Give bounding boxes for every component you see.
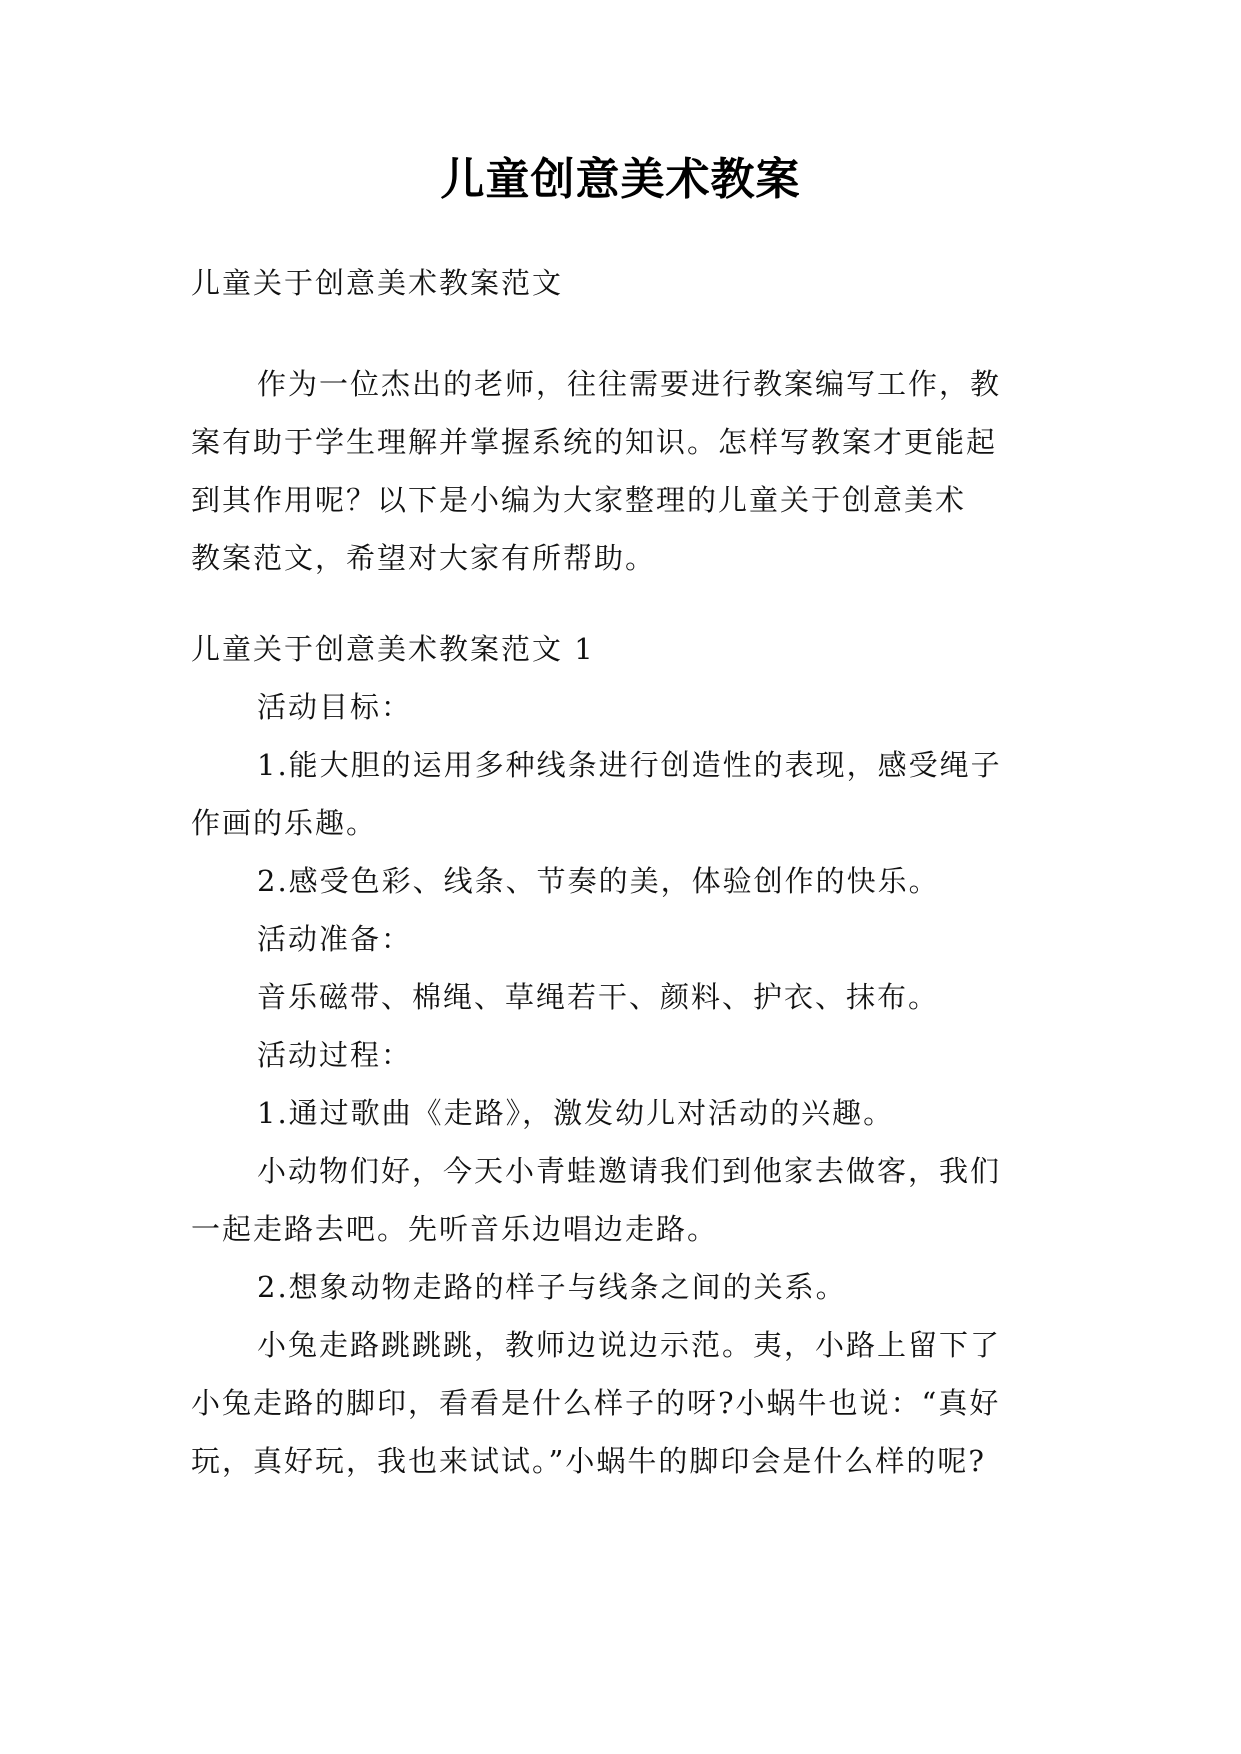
materials-line: 音乐磁带、棉绳、草绳若干、颜料、护衣、抹布。	[257, 980, 940, 1014]
intro-paragraph	[191, 355, 1071, 587]
document-subtitle: 儿童关于创意美术教案范文	[191, 266, 564, 300]
intro-line: 教案范文，希望对大家有所帮助。	[191, 541, 657, 575]
body-section	[191, 620, 1071, 1490]
process-text-line: 一起走路去吧。先听音乐边唱边走路。	[191, 1212, 719, 1246]
document-title: 儿童创意美术教案	[440, 154, 801, 205]
goal-1-line: 作画的乐趣。	[191, 806, 378, 840]
label-activity-preparation: 活动准备：	[257, 922, 413, 956]
process-step-2-line: 2.想象动物走路的样子与线条之间的关系。	[257, 1270, 847, 1304]
intro-line: 案有助于学生理解并掌握系统的知识。怎样写教案才更能起	[191, 425, 998, 459]
goal-2-line: 2.感受色彩、线条、节奏的美，体验创作的快乐。	[257, 864, 940, 898]
process-step-1-line: 1.通过歌曲《走路》，激发幼儿对活动的兴趣。	[257, 1096, 895, 1130]
intro-line: 作为一位杰出的老师，往往需要进行教案编写工作，教	[257, 367, 1002, 401]
process-text-line: 小兔走路的脚印，看看是什么样子的呀?小蜗牛也说：“真好	[191, 1386, 1001, 1420]
process-text-line: 小兔走路跳跳跳，教师边说边示范。夷，小路上留下了	[257, 1328, 1002, 1362]
process-text-line: 小动物们好，今天小青蛙邀请我们到他家去做客，我们	[257, 1154, 1002, 1188]
process-text-line: 玩，真好玩，我也来试试。”小蜗牛的脚印会是什么样的呢?	[191, 1444, 986, 1478]
goal-1-line: 1.能大胆的运用多种线条进行创造性的表现，感受绳子	[257, 748, 1002, 782]
intro-line: 到其作用呢？以下是小编为大家整理的儿童关于创意美术	[191, 483, 967, 517]
label-activity-process: 活动过程：	[257, 1038, 413, 1072]
subtitle-block	[191, 254, 1071, 312]
section-heading: 儿童关于创意美术教案范文 1	[191, 632, 595, 666]
label-activity-goals: 活动目标：	[257, 690, 413, 724]
